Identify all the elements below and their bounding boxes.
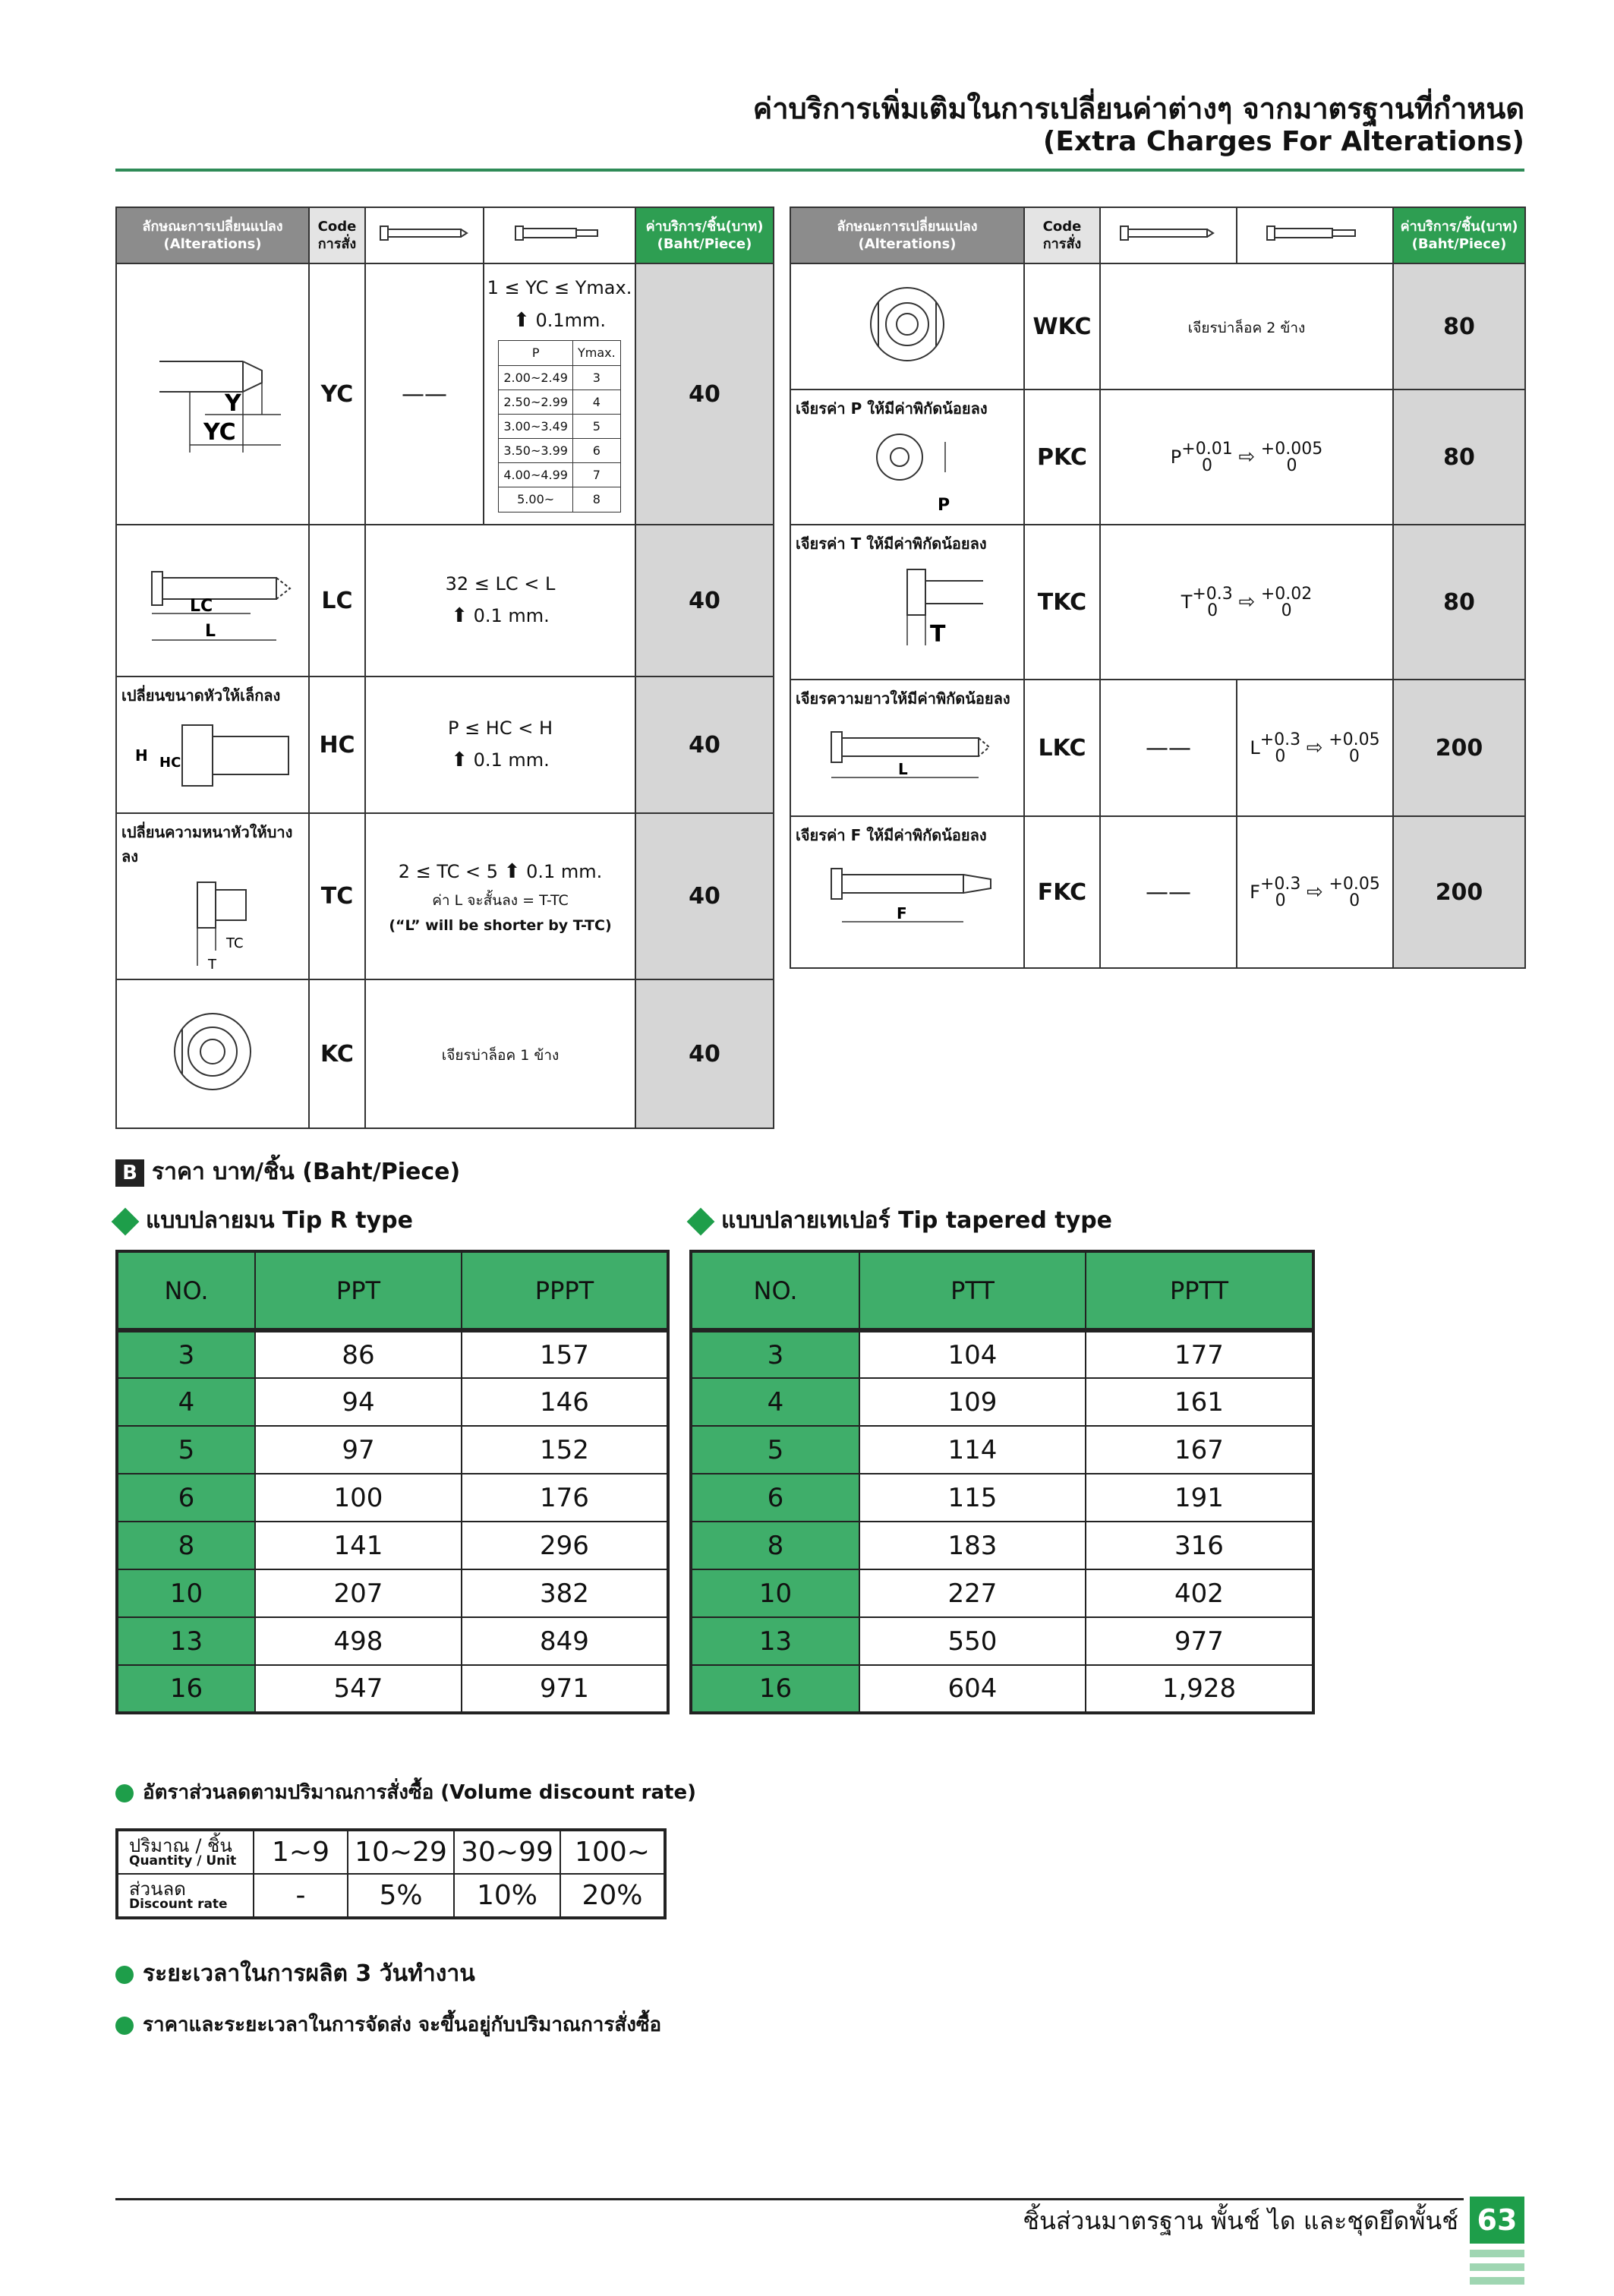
code-yc: YC [309,263,365,525]
code-fkc: FKC [1024,816,1100,968]
discount-label: ส่วนลด Discount rate [117,1874,254,1918]
label-hc: เปลี่ยนขนาดหัวให้เล็กลง [121,686,281,705]
svg-text:L: L [898,760,908,778]
condition-tkc: T+0.3 0 ⇨ +0.02 0 [1100,525,1393,680]
up-arrow-icon: ⬆ [503,860,521,884]
lkc-diagram [809,717,1006,800]
table-row: 13 550 977 [691,1617,1313,1665]
svg-text:T: T [930,621,946,648]
price-pkc: 80 [1393,390,1525,525]
tip-r-title: แบบปลายมน Tip R type [115,1203,413,1238]
ymax-table: P Ymax. 2.00~2.49 3 2.50~2.99 4 3.00~3.49 5 3.50~3.99 6 4.00~4.99 7 5.00~ 8 [498,340,620,512]
header-ptt: PTT [859,1251,1086,1330]
svg-text:T: T [208,957,216,973]
bullet-icon [115,2017,134,2035]
table-row: 16 604 1,928 [691,1665,1313,1713]
arrow-right-icon: ⇨ [1307,880,1323,904]
table-header-row [790,207,1525,263]
header-alteration: ลักษณะการเปลี่ยนแปลง (Alterations) [790,207,1024,263]
header-price: ค่าบริการ/ชิ้น(บาท) (Baht/Piece) [635,207,774,263]
table-row: 4 109 161 [691,1378,1313,1426]
bullet-icon [115,1966,134,1984]
footer-text: ชิ้นส่วนมาตรฐาน พั้นช์ ได และชุดยึดพั้นช์ [1023,2206,1458,2235]
alteration-row-wkc [790,263,1525,390]
dash-yc: —— [365,263,484,525]
tip-r-price-table [115,1250,670,1714]
alterations-table-left [115,207,774,1129]
hc-diagram [129,714,296,797]
condition-kc: เจียรบ่าล็อค 1 ข้าง [365,979,635,1128]
diagram-lc [116,525,309,676]
header-code: Code การสั่ง [309,207,365,263]
condition-wkc: เจียรบ่าล็อค 2 ข้าง [1100,263,1393,390]
svg-text:YC: YC [203,418,236,446]
header-pin-stepped [484,207,635,263]
code-pkc: PKC [1024,390,1100,525]
code-wkc: WKC [1024,263,1100,390]
table-header-row [691,1251,1313,1330]
arrow-right-icon: ⇨ [1306,736,1323,759]
pkc-diagram [824,427,991,518]
stepped-pin-icon [514,222,605,244]
page-title-th: ค่าบริการเพิ่มเติมในการเปลี่ยนค่าต่างๆ จากมาตรฐานที่กำหนด [752,92,1524,125]
label-fkc: เจียรค่า F ให้มีค่าพิกัดน้อยลง [796,826,987,844]
alteration-row-kc [116,979,774,1128]
alteration-row-lc [116,525,774,676]
header-pin-plain [365,207,484,263]
discount-title: อัตราส่วนลดตามปริมาณการสั่งซื้อ (Volume discount rate) [115,1777,696,1808]
table-row: ส่วนลด Discount rate - 5% 10% 20% [117,1874,665,1918]
table-row: ปริมาณ / ชิ้น Quantity / Unit 1~9 10~29 30~99 100~ [117,1830,665,1874]
label-lkc: เจียรความยาวให้มีค่าพิกัดน้อยลง [796,689,1010,708]
footer-stripe [1470,2277,1524,2285]
table-row: 8 183 316 [691,1522,1313,1569]
dash-lkc: —— [1100,680,1237,816]
stepped-pin-icon [1266,222,1364,244]
table-row: 5 97 152 [117,1426,668,1474]
fkc-diagram [809,853,1006,945]
code-hc: HC [309,676,365,813]
alteration-row-lkc [790,680,1525,816]
price-fkc: 200 [1393,816,1525,968]
section-b-title: B ราคา บาท/ชิ้น (Baht/Piece) [115,1154,460,1190]
dash-fkc: —— [1100,816,1237,968]
up-arrow-icon: ⬆ [451,749,468,772]
header-pppt: PPPT [462,1251,668,1330]
lc-diagram [129,541,296,655]
table-row: 6 100 176 [117,1474,668,1522]
bullet-icon [115,1784,134,1802]
alteration-row-tkc [790,525,1525,680]
code-tkc: TKC [1024,525,1100,680]
label-pkc: เจียรค่า P ให้มีค่าพิกัดน้อยลง [796,399,988,418]
code-tc: TC [309,813,365,979]
table-row: 6 115 191 [691,1474,1313,1522]
tip-tapered-title: แบบปลายเทเปอร์ Tip tapered type [691,1203,1112,1238]
price-tc: 40 [635,813,774,979]
tip-tapered-price-table [689,1250,1315,1714]
yc-diagram [129,316,296,468]
quantity-label: ปริมาณ / ชิ้น Quantity / Unit [117,1830,254,1874]
header-pptt: PPTT [1086,1251,1313,1330]
tkc-diagram [824,562,991,661]
note-delivery: ราคาและระยะเวลาในการจัดส่ง จะขึ้นอยู่กับปริมาณการสั่งซื้อ [115,2009,661,2040]
svg-text:HC: HC [159,755,181,771]
up-arrow-icon: ⬆ [513,309,530,333]
condition-pkc: P+0.01 0 ⇨ +0.005 0 [1100,390,1393,525]
wkc-diagram [862,279,953,370]
page-number: 63 [1470,2197,1524,2244]
price-lc: 40 [635,525,774,676]
code-lc: LC [309,525,365,676]
arrow-right-icon: ⇨ [1238,445,1256,468]
table-row: 4 94 146 [117,1378,668,1426]
section-b-badge: B [115,1159,144,1187]
diamond-icon [687,1207,715,1235]
header-pin-stepped [1237,207,1393,263]
diagram-tkc [790,525,1024,680]
header-code: Code การสั่ง [1024,207,1100,263]
condition-tc: 2 ≤ TC < 5 ⬆ 0.1 mm. ค่า L จะสั้นลง = T-TC (“L” will be shorter by T-TC) [365,813,635,979]
svg-text:F: F [897,904,907,922]
label-tc: เปลี่ยนความหนาหัวให้บางลง [121,823,293,866]
price-kc: 40 [635,979,774,1128]
discount-table [115,1828,667,1919]
table-row: 5 114 167 [691,1426,1313,1474]
alteration-row-pkc [790,390,1525,525]
header-pin-plain [1100,207,1237,263]
diagram-yc [116,263,309,525]
table-header-row [117,1251,668,1330]
alteration-row-tc [116,813,774,979]
svg-text:Y: Y [225,390,241,417]
condition-fkc: F+0.3 0 ⇨ +0.05 0 [1237,816,1393,968]
alteration-row-yc [116,263,774,525]
condition-yc: 1 ≤ YC ≤ Ymax. ⬆ 0.1mm. P Ymax. 2.00~2.49 3 2.50~2.99 4 3.00~3.49 5 3.50~3.99 6 4.00~4.99 7 5.00~ 8 [484,263,635,525]
diagram-wkc [790,263,1024,390]
price-hc: 40 [635,676,774,813]
table-row: 10 207 382 [117,1569,668,1617]
svg-text:TC: TC [226,935,244,951]
header-no: NO. [691,1251,859,1330]
diagram-fkc [790,816,1024,968]
condition-lkc: L+0.3 0 ⇨ +0.05 0 [1237,680,1393,816]
alterations-table-right [790,207,1526,969]
label-tkc: เจียรค่า T ให้มีค่าพิกัดน้อยลง [796,535,987,553]
diamond-icon [112,1207,140,1235]
condition-lc: 32 ≤ LC < L ⬆ 0.1 mm. [365,525,635,676]
pin-icon [379,222,470,244]
note-production-time: ระยะเวลาในการผลิต 3 วันทำงาน [115,1956,475,1992]
price-tkc: 80 [1393,525,1525,680]
table-row: 13 498 849 [117,1617,668,1665]
table-row: 16 547 971 [117,1665,668,1713]
footer-stripe [1470,2250,1524,2257]
alteration-row-hc [116,676,774,813]
table-row: 3 86 157 [117,1330,668,1378]
table-header-row [116,207,774,263]
code-lkc: LKC [1024,680,1100,816]
diagram-tc [116,813,309,979]
price-lkc: 200 [1393,680,1525,816]
diagram-pkc [790,390,1024,525]
header-no: NO. [117,1251,255,1330]
table-row: 3 104 177 [691,1330,1313,1378]
footer-divider [115,2198,1464,2200]
price-wkc: 80 [1393,263,1525,390]
page-title-en: (Extra Charges For Alterations) [1042,126,1524,157]
svg-text:LC: LC [190,596,213,616]
footer-stripe [1470,2263,1524,2271]
tc-diagram [129,875,296,973]
header-price: ค่าบริการ/ชิ้น(บาท) (Baht/Piece) [1393,207,1525,263]
pin-icon [1119,222,1218,244]
diagram-hc [116,676,309,813]
kc-diagram [159,1006,266,1097]
header-alteration: ลักษณะการเปลี่ยนแปลง (Alterations) [116,207,309,263]
diagram-lkc [790,680,1024,816]
header-ppt: PPT [255,1251,462,1330]
svg-text:P: P [938,496,950,515]
title-divider [115,169,1524,172]
alteration-row-fkc [790,816,1525,968]
price-yc: 40 [635,263,774,525]
up-arrow-icon: ⬆ [451,604,468,628]
table-row: 8 141 296 [117,1522,668,1569]
svg-text:L: L [205,621,216,641]
condition-hc: P ≤ HC < H ⬆ 0.1 mm. [365,676,635,813]
arrow-right-icon: ⇨ [1238,590,1256,613]
code-kc: KC [309,979,365,1128]
svg-text:H: H [135,746,148,765]
table-row: 10 227 402 [691,1569,1313,1617]
diagram-kc [116,979,309,1128]
